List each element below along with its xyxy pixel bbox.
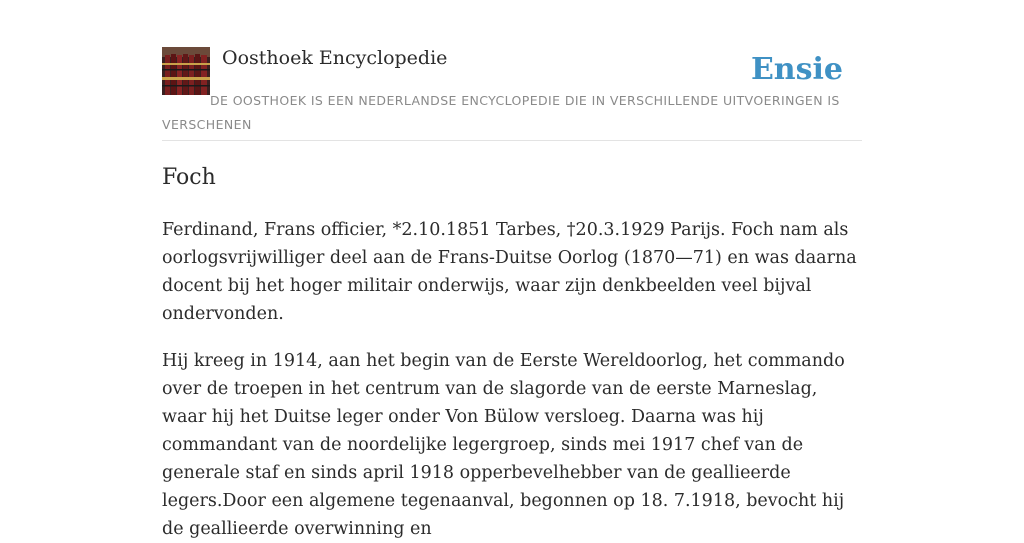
site-logo[interactable] <box>162 47 210 95</box>
brand-logo-text[interactable]: Ensie <box>750 52 843 87</box>
site-title[interactable]: Oosthoek Encyclopedie <box>222 47 448 69</box>
article-paragraph-2: Hij kreeg in 1914, aan het begin van de Eerste Wereldoorlog, het commando over de troepen in het centrum van de slagorde van de eerste Marneslag, waar hij het Duitse leger onder Von Bülow versloeg. Daarna was hij commandant van de noordelijke legergroep, sinds mei 1917 chef van de generale staf en sinds april 1918 opperbevelhebber van de geallieerde legers.Door een algemene tegenaanval, begonnen op 18. 7.1918, bevocht hij de geallieerde overwinning en <box>162 351 845 539</box>
article <box>162 162 862 543</box>
article-title: Foch <box>162 165 216 190</box>
article-paragraph-1: Ferdinand, Frans officier, *2.10.1851 Tarbes, †20.3.1929 Parijs. Foch nam als oorlogsvrijwilliger deel aan de Frans-Duitse Oorlog (1870—71) en was daarna docent bij het hoger militair onderwijs, waar zijn denkbeelden veel bijval ondervonden. <box>162 220 857 324</box>
site-tagline: DE OOSTHOEK IS EEN NEDERLANDSE ENCYCLOPEDIE DIE IN VERSCHILLENDE UITVOERINGEN IS VERSCHENEN <box>162 93 840 132</box>
encyclopedia-books-icon <box>162 47 210 95</box>
site-header <box>162 46 862 141</box>
